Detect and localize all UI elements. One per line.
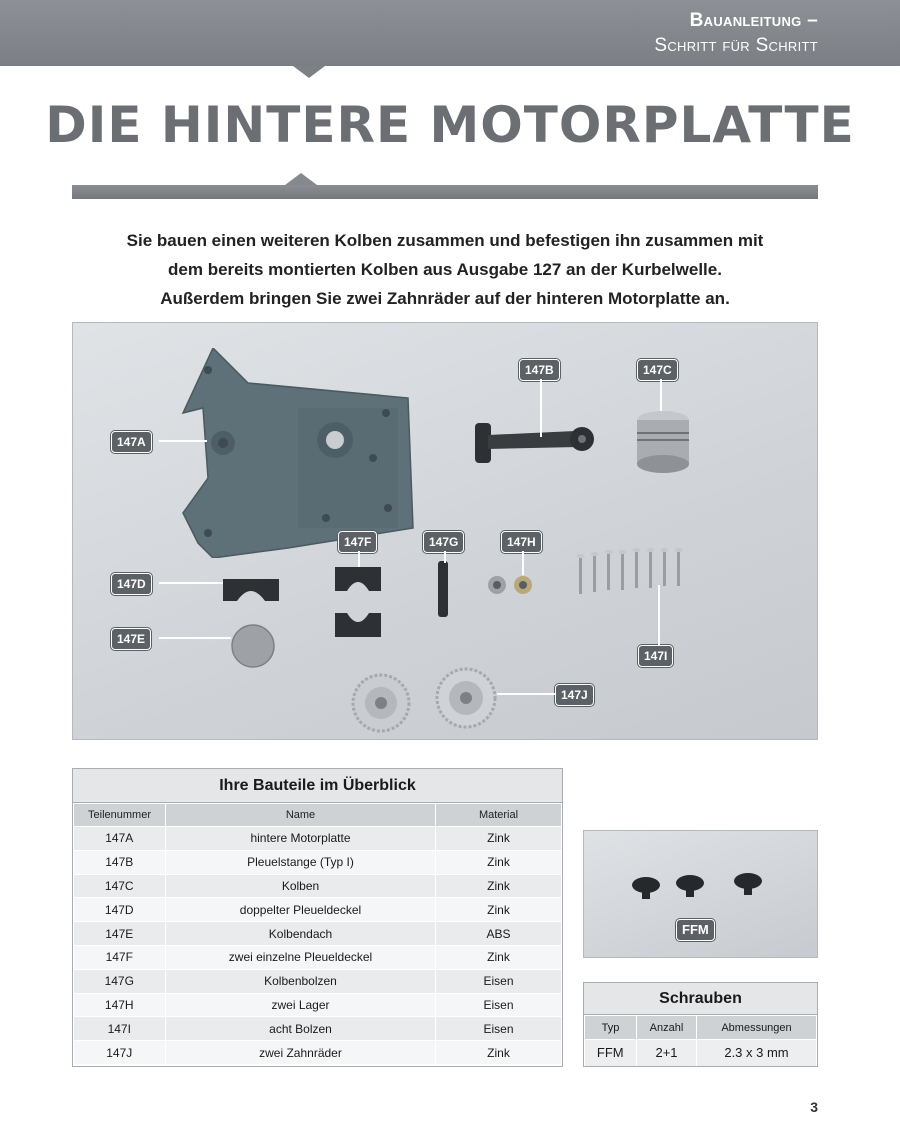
cell-type: FFM — [585, 1040, 637, 1066]
table-row — [74, 922, 562, 946]
intro-line-3: Außerdem bringen Sie zwei Zahnräder auf der hinteren Motorplatte an. — [160, 289, 730, 308]
cell-name: acht Bolzen — [166, 1017, 436, 1041]
table-row — [74, 1041, 562, 1065]
cell-part: 147I — [74, 1017, 166, 1041]
single-rod-cap-image-1 — [333, 563, 383, 597]
intro-text — [72, 226, 818, 313]
cell-material: Zink — [436, 827, 562, 851]
cell-material: Zink — [436, 945, 562, 969]
piston-crown-image — [230, 623, 276, 669]
col-name: Name — [166, 804, 436, 827]
cell-material: ABS — [436, 922, 562, 946]
cell-part: 147D — [74, 898, 166, 922]
parts-overview-table — [72, 768, 563, 1067]
section-header-line1: Bauanleitung – — [689, 10, 818, 31]
table-row — [74, 993, 562, 1017]
label-147c: 147C — [637, 359, 678, 381]
banner-notch — [293, 66, 325, 78]
table-row — [74, 969, 562, 993]
leader-147f — [358, 551, 360, 567]
cell-count: 2+1 — [637, 1040, 697, 1066]
intro-line-1: Sie bauen einen weiteren Kolben zusammen und befestigen ihn zusammen mit — [126, 231, 764, 250]
col-type: Typ — [585, 1016, 637, 1040]
cell-part: 147H — [74, 993, 166, 1017]
leader-147d — [159, 582, 223, 584]
label-147j: 147J — [555, 684, 594, 706]
cell-name: Kolben — [166, 874, 436, 898]
intro-line-2: dem bereits montierten Kolben aus Ausgabe 127 an der Kurbelwelle. — [168, 260, 722, 279]
cell-material: Zink — [436, 874, 562, 898]
label-147a: 147A — [111, 431, 152, 453]
title-rule — [72, 185, 818, 199]
cell-part: 147B — [74, 850, 166, 874]
screws-grid — [584, 1015, 817, 1066]
col-material: Material — [436, 804, 562, 827]
label-147e: 147E — [111, 628, 151, 650]
leader-147h — [522, 551, 524, 575]
cell-dimensions: 2.3 x 3 mm — [697, 1040, 817, 1066]
label-147b: 147B — [519, 359, 560, 381]
screws-table — [583, 982, 818, 1067]
piston-pin-image — [435, 559, 451, 619]
bolts-image — [573, 548, 723, 598]
table-row — [74, 850, 562, 874]
top-banner — [0, 0, 900, 66]
parts-photo — [72, 322, 818, 740]
col-dimensions: Abmessungen — [697, 1016, 817, 1040]
overview-title: Ihre Bauteile im Überblick — [73, 769, 562, 803]
label-147g: 147G — [423, 531, 464, 553]
section-header-line2: Schritt für Schritt — [654, 35, 818, 56]
cell-material: Zink — [436, 1041, 562, 1065]
overview-grid — [73, 803, 562, 1065]
label-ffm: FFM — [676, 919, 715, 941]
leader-147g — [444, 551, 446, 563]
double-rod-cap-image — [221, 571, 281, 611]
table-row — [74, 827, 562, 851]
leader-147e — [159, 637, 231, 639]
cell-material: Eisen — [436, 969, 562, 993]
cell-part: 147F — [74, 945, 166, 969]
gear-image-1 — [351, 673, 411, 733]
cell-part: 147J — [74, 1041, 166, 1065]
overview-rows — [74, 827, 562, 1065]
section-header — [654, 8, 818, 58]
label-147h: 147H — [501, 531, 542, 553]
cell-name: doppelter Pleueldeckel — [166, 898, 436, 922]
cell-name: Kolbenbolzen — [166, 969, 436, 993]
ffm-screws-photo — [583, 830, 818, 958]
cell-material: Zink — [436, 850, 562, 874]
leader-147b — [540, 379, 542, 437]
page-number: 3 — [810, 1099, 818, 1115]
col-count: Anzahl — [637, 1016, 697, 1040]
cell-name: zwei Zahnräder — [166, 1041, 436, 1065]
ffm-screws-image — [628, 867, 778, 907]
screws-title: Schrauben — [584, 983, 817, 1015]
table-row — [585, 1040, 817, 1066]
leader-147c — [660, 379, 662, 411]
cell-part: 147E — [74, 922, 166, 946]
cell-part: 147A — [74, 827, 166, 851]
table-row — [74, 945, 562, 969]
label-147f: 147F — [338, 531, 377, 553]
bearings-image — [485, 573, 535, 597]
cell-part: 147G — [74, 969, 166, 993]
leader-147a — [159, 440, 207, 442]
leader-147j — [497, 693, 555, 695]
cell-name: zwei Lager — [166, 993, 436, 1017]
piston-image — [633, 408, 693, 478]
connecting-rod-image — [470, 413, 600, 473]
table-row — [74, 898, 562, 922]
col-part-number: Teilenummer — [74, 804, 166, 827]
table-row — [74, 874, 562, 898]
label-147d: 147D — [111, 573, 152, 595]
leader-147i — [658, 585, 660, 645]
page-title: DIE HINTERE MOTORPLATTE — [45, 96, 855, 154]
cell-name: Pleuelstange (Typ I) — [166, 850, 436, 874]
motor-plate-image — [178, 348, 418, 558]
label-147i: 147I — [638, 645, 673, 667]
cell-part: 147C — [74, 874, 166, 898]
cell-name: Kolbendach — [166, 922, 436, 946]
cell-material: Zink — [436, 898, 562, 922]
table-row — [74, 1017, 562, 1041]
single-rod-cap-image-2 — [333, 609, 383, 643]
gear-image-2 — [435, 667, 497, 729]
cell-name: zwei einzelne Pleueldeckel — [166, 945, 436, 969]
cell-name: hintere Motorplatte — [166, 827, 436, 851]
cell-material: Eisen — [436, 1017, 562, 1041]
cell-material: Eisen — [436, 993, 562, 1017]
